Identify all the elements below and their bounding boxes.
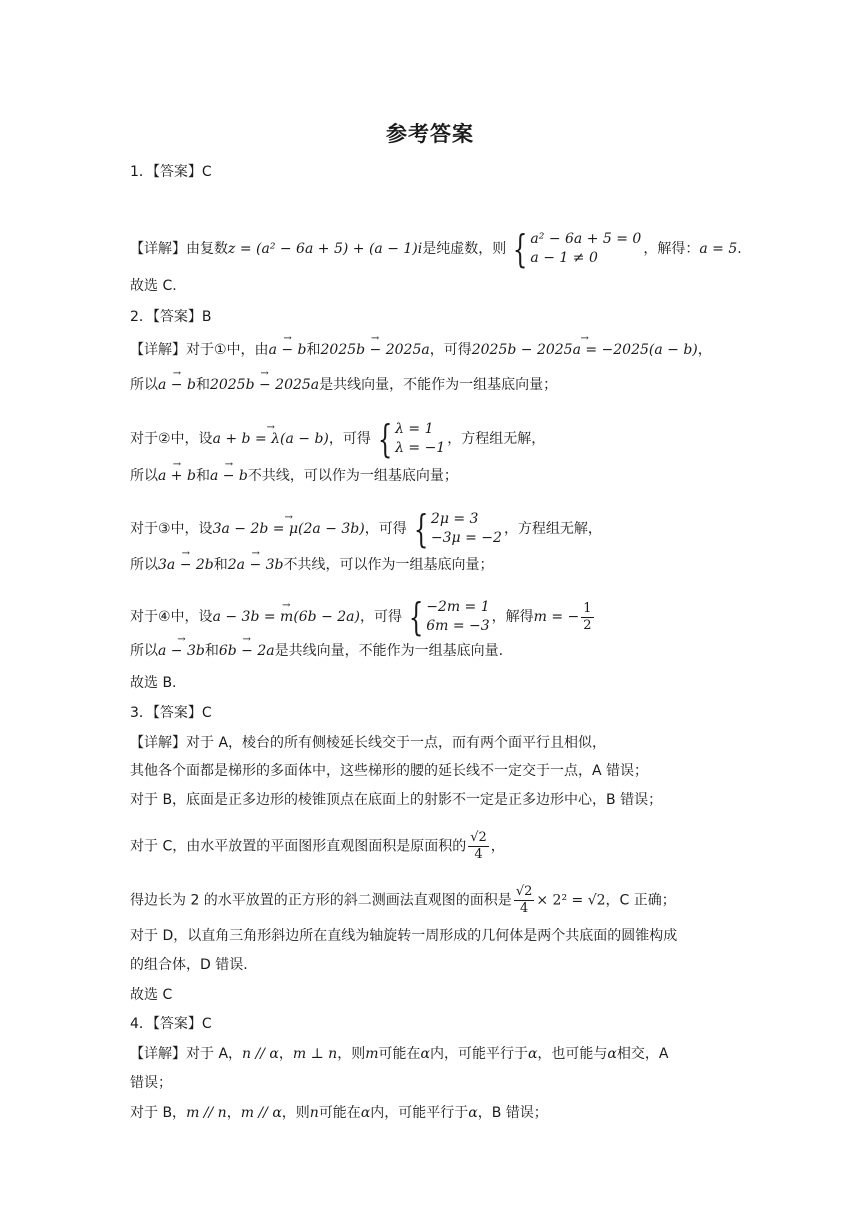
q2-l6-vector-2: → 2a − 3b [228,555,284,575]
q4-header: 4．【答案】C [130,1016,212,1032]
q2-l2-vector-2: → 2025b − 2025a [210,375,319,395]
q4-l1-text-5: ，也可能与 [537,1046,608,1062]
q4-l3-text-4: 内，可能平行于 [370,1105,469,1121]
q4-l1-text: 【详解】对于 A， [130,1046,243,1062]
q2-conclusion: 故选 B. [130,675,177,691]
q4-l3-var-n: n [309,1105,319,1121]
q2-l1-and: 和 [306,342,321,358]
q3-l4-fraction [468,830,489,863]
q3-l4-comma: ， [490,838,505,855]
q1-explanation [130,227,742,271]
q2-l5-eq-1: 2μ = 3 [430,511,479,527]
q2-l7-text-2: ，可得 [360,609,402,625]
q3-line-3: 对于 B，底面是正多边形的棱锥顶点在底面上的射影不一定是正多边形中心，B 错误； [130,792,663,808]
q4-l3-text: 对于 B， [130,1105,187,1121]
q2-line-1 [130,340,712,360]
q2-l5-equation: → 3a − 2b = μ(2a − 3b) [213,519,365,539]
q2-l6-text: 所以 [130,557,158,573]
q2-line-8 [130,641,503,661]
q1-text-4: . [737,241,742,257]
q3-l4-denominator: 4 [474,847,483,862]
q2-l3-text-3: ，方程组无解， [447,431,546,447]
q2-l1-vector-1: → a − b [269,340,307,360]
q2-l5-text-3: ，方程组无解， [503,521,602,537]
q2-l7-text-3: ，解得 [491,609,534,625]
q2-line-7 [130,595,596,639]
q3-line-1: 【详解】对于 A，棱台的所有侧棱延长线交于一点，而有两个面平行且相似， [130,735,607,751]
q3-l5-text-2: ，C 正确； [605,892,676,909]
q4-l1-text-2: ，则 [337,1046,366,1062]
q3-line-2: 其他各个面都是梯形的多面体中，这些梯形的腰的延长线不一定交于一点，A 错误； [130,763,649,779]
q2-l7-equation-system: { −2m = 1 6m = −3 [408,595,490,639]
q2-l4-text-2: 不共线，可以作为一组基底向量； [247,468,458,484]
q3-header: 3．【答案】C [130,705,212,721]
q3-l5-denominator: 4 [519,901,529,916]
q3-l5-numerator: √2 [515,884,533,899]
q2-l6-vector-1: → 3a − 2b [158,555,214,575]
q1-eq-1: a² − 6a + 5 = 0 [530,231,642,247]
q4-l3-text-5: ，B 错误； [477,1105,548,1121]
q4-line-1 [130,1044,668,1064]
q4-l1-expr-1: n // α [242,1046,279,1062]
q1-text-1: 【详解】由复数 [130,241,228,257]
q4-l1-comma: ， [278,1046,293,1062]
q3-line-4 [130,830,505,863]
q4-l3-text-2: ，则 [281,1105,310,1121]
q3-line-7: 的组合体，D 错误. [130,957,248,973]
q4-l3-comma: ， [226,1105,241,1121]
q2-l6-text-2: 不共线，可以作为一组基底向量； [283,557,494,573]
q4-l1-text-4: 内，可能平行于 [429,1046,528,1062]
q2-l3-text-2: ，可得 [328,431,371,447]
q2-l8-text-2: 是共线向量，不能作为一组基底向量. [274,643,504,659]
q1-text-2: 是纯虚数，则 [422,241,507,257]
q4-l1-alpha-1: α [420,1046,430,1062]
q2-l5-text-2: ，可得 [364,521,407,537]
q3-l5-equation: × 2² = √2 [536,892,606,909]
q2-l4-vector-2: → a − b [210,466,248,486]
q2-l4-vector-1: → a + b [158,466,196,486]
q2-l3-text: 对于②中，设 [130,431,213,447]
q2-l8-and: 和 [204,643,219,659]
q3-l5-text: 得边长为 2 的水平放置的正方形的斜二测画法直观图的面积是 [130,892,512,909]
q2-l3-equation: → a + b = λ(a − b) [213,429,329,449]
q1-equation-system: { a² − 6a + 5 = 0 a − 1 ≠ 0 [513,227,642,271]
q1-result: a = 5 [699,241,738,257]
q4-line-2: 错误； [130,1075,172,1091]
q4-l1-text-3: 可能在 [378,1046,421,1062]
q2-l3-equation-system: { λ = 1 λ = −1 [377,417,446,461]
q1-complex-expr: z = (a² − 6a + 5) + (a − 1)i [228,241,423,257]
q2-l7-text: 对于④中，设 [130,609,213,625]
q2-l7-fraction [581,601,593,634]
q1-text-3: ，解得： [643,241,700,257]
q2-l7-eq-2: 6m = −3 [426,618,490,634]
q2-l7-numerator: 1 [583,600,592,616]
q1-eq-2: a − 1 ≠ 0 [530,250,598,266]
page-title: 参考答案 [386,122,474,146]
q2-l2-vector-1: → a − b [158,375,196,395]
q4-l1-text-6: 相交，A [616,1046,669,1062]
q1-conclusion: 故选 C. [130,278,177,294]
q2-l5-eq-2: −3μ = −2 [430,530,502,546]
q4-l3-alpha-2: α [468,1105,478,1121]
q2-l1-equation: → 2025b − 2025a = −2025(a − b) [472,340,698,360]
q4-l1-var-m: m [365,1046,379,1062]
q3-l5-fraction [514,884,535,917]
q2-line-5 [130,507,602,551]
q3-line-5 [130,884,676,917]
q2-line-4 [130,466,458,486]
q3-conclusion: 故选 C [130,987,173,1003]
q2-l1-vector-2: → 2025b − 2025a [321,340,430,360]
q4-l1-alpha-3: α [607,1046,617,1062]
q2-l6-and: 和 [213,557,228,573]
q2-line-2 [130,375,557,395]
q2-l2-text-2: 是共线向量，不能作为一组基底向量； [319,377,558,393]
q2-l1-text-2: ，可得 [429,342,472,358]
q3-l4-text: 对于 C，由水平放置的平面图形直观图面积是原面积的 [130,838,467,855]
q2-l4-text: 所以 [130,468,158,484]
q3-line-6: 对于 D，以直角三角形斜边所在直线为轴旋转一周形成的几何体是两个共底面的圆锥构成 [130,928,678,944]
q2-l7-eq-1: −2m = 1 [426,599,490,615]
q2-l8-vector-2: → 6b − 2a [219,641,275,661]
q4-l1-alpha-2: α [527,1046,538,1062]
q2-l8-vector-1: → a − 3b [158,641,205,661]
q2-l7-denominator: 2 [583,617,592,633]
q2-l5-text: 对于③中，设 [130,521,213,537]
q2-l5-equation-system: { 2μ = 3 −3μ = −2 [413,507,502,551]
q2-l3-eq-2: λ = −1 [395,440,446,456]
q2-l7-result: m = − [533,609,580,625]
q4-l3-expr-2: m // α [240,1105,282,1121]
q2-l8-text: 所以 [130,643,158,659]
q2-l3-eq-1: λ = 1 [395,421,434,437]
q2-l1-text: 【详解】对于①中，由 [130,342,269,358]
q4-l3-text-3: 可能在 [318,1105,361,1121]
q4-l3-expr-1: m // n [186,1105,227,1121]
q2-line-3 [130,417,546,461]
q2-header: 2．【答案】B [130,309,212,325]
q2-l2-text: 所以 [130,377,158,393]
q4-l1-expr-2: m ⊥ n [292,1046,338,1062]
q1-header: 1．【答案】C [130,164,212,180]
q3-l4-numerator: √2 [470,830,487,845]
q2-l4-and: 和 [195,468,210,484]
q2-line-6 [130,555,494,575]
q4-l3-alpha-1: α [360,1105,371,1121]
q2-l7-equation: → a − 3b = m(6b − 2a) [213,607,360,627]
q4-line-3 [130,1103,548,1123]
q2-l2-and: 和 [195,377,210,393]
q2-l1-comma: ， [697,342,712,358]
